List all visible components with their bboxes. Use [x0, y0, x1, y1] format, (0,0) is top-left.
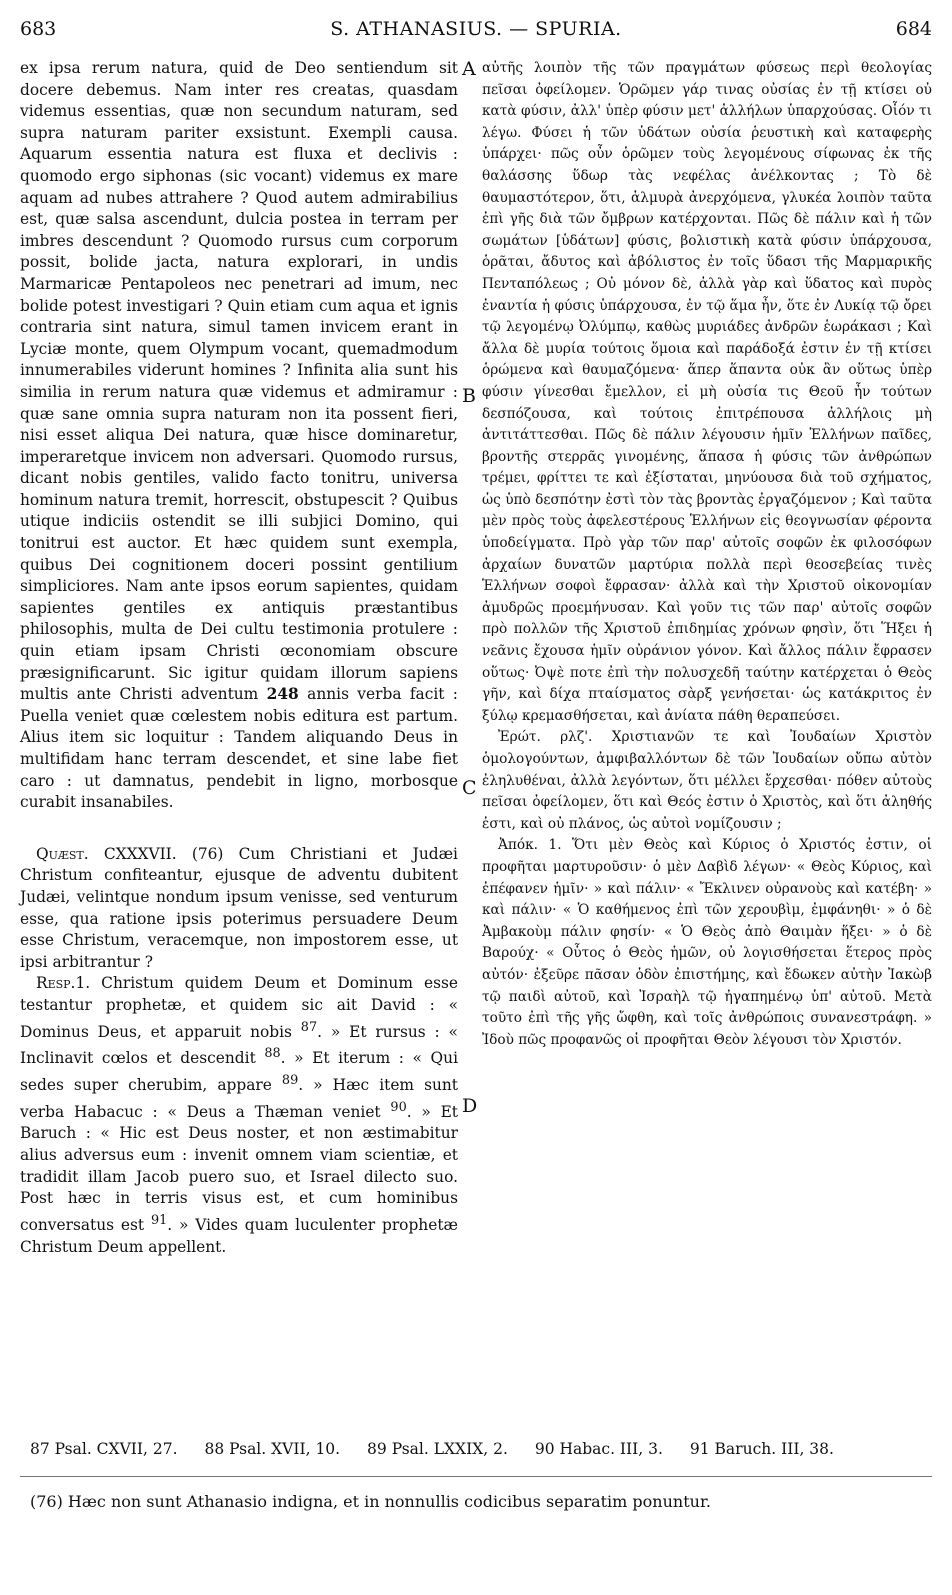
footnotes	[30, 1440, 930, 1458]
footnote-87: 87 Psal. CXVII, 27.	[30, 1440, 178, 1458]
question-text: CXXXVII. (76) Cum Christiani et Judæi Christum confiteantur, ejusque de adventu dubitent Judæi, velintque nondum ipsum venisse, sed venturum esse, qua ratione ipsis poterimus persuadere Deum esse Christum, veracemque, non impostorem esse, ut ipsi arbitrantur ?	[20, 844, 458, 971]
latin-bold-number: 248	[266, 685, 299, 704]
latin-text-end: annis verba facit : Puella veniet quæ cœlestem nobis editura est partum. Alius item sic loquitur : Tandem aliquando Deus in multifidam hanc terram descendet, et sine labe fiet caro : ut damnatus, pendebit in ligno, morbosque curabit insanabiles.	[20, 685, 458, 812]
running-title: S. ATHANASIUS. — SPURIA.	[330, 18, 622, 40]
response-text-f: . » Vides quam luculenter prophetæ Christum Deum appellent.	[20, 1215, 458, 1256]
footnote-88: 88 Psal. XVII, 10.	[204, 1440, 341, 1458]
response-text-e: . » Et Baruch : « Hic est Deus noster, et non æstimabitur alius adversus eum : invenit omnem viam scientiæ, et tradidit illam Jacob puero suo, et Israel dilecto suo. Post hæc in terris visus est, et cum hominibus conversatus est	[20, 1102, 458, 1234]
response-text-a: 1. Christum quidem Deum et Dominum esse testantur prophetæ, et quidem sic ait David : « Dominus Deus, et apparuit nobis	[20, 974, 458, 1041]
response-label: Resp.	[36, 974, 76, 993]
question-label: Quæst.	[36, 844, 89, 863]
footnote-ref: 87	[300, 1019, 318, 1035]
margin-marker-b: B	[462, 385, 476, 407]
page-header	[0, 18, 952, 46]
footnote-90: 90 Habac. III, 3.	[534, 1440, 663, 1458]
footnote-89: 89 Psal. LXXIX, 2.	[367, 1440, 508, 1458]
margin-marker-c: C	[462, 777, 477, 799]
response-text-b: . » Et rursus : « Inclinavit cœlos et descendit	[20, 1022, 458, 1068]
greek-question: Ἐρώτ. ρλζ'. Χριστιανῶν τε καὶ Ἰουδαίων Χριστὸν ὁμολογούντων, ἀμφιβαλλόντων δὲ τῶν Ἰουδαίων οὔπω αὐτὸν ἐληλυθέναι, ἀλλὰ λεγόντων, ὅτι μέλλει ἔρχεσθαι· πόθεν αὐτοὺς πεῖσαι ὀφείλομεν, ὅτι καὶ Θεός ἐστιν ὁ Χριστὸς, καὶ ὅτι ἀληθής ἐστι, καὶ οὐ πλάνος, ὡς αὐτοὶ νομίζουσιν ;	[482, 729, 932, 832]
latin-paragraph	[20, 58, 458, 814]
page-number-left: 683	[20, 18, 57, 40]
footnote-ref: 90	[390, 1099, 407, 1115]
greek-answer: Ἀπόκ. 1. Ὅτι μὲν Θεὸς καὶ Κύριος ὁ Χριστός ἐστιν, οἱ προφῆται μαρτυροῦσιν· ὁ μὲν Δαβὶδ λέγων· « Θεὸς Κύριος, καὶ ἐπέφανεν ἡμῖν· » καὶ πάλιν· « Ἔκλινεν οὐρανοὺς καὶ κατέβη· » καὶ πάλιν· « Ὁ καθήμενος ἐπὶ τῶν χερουβὶμ, ἐμφάνηθι· » ὁ δὲ Ἀμβακοὺμ πάλιν φησίν· « Ὁ Θεὸς ἀπὸ Θαιμὰν ἥξει· » ὁ δὲ Βαρούχ· « Οὗτος ὁ Θεὸς ἡμῶν, οὐ λογισθήσεται ἕτερος πρὸς αὐτόν· ἐξεῦρε πᾶσαν ὁδὸν ἐπιστήμης, καὶ ἔδωκεν αὐτὴν Ἰακὼβ τῷ παιδὶ αὐτοῦ, καὶ Ἰσραὴλ τῷ ἠγαπημένῳ ὑπ' αὐτοῦ. Μετὰ τοῦτο ἐπὶ τῆς γῆς ὤφθη, καὶ τοῖς ἀνθρώποις συνανεστράφη. » Ἰδοὺ πῶς προφανῶς οἱ προφῆται Θεὸν λέγουσι τὸν Χριστόν.	[482, 837, 932, 1048]
latin-column	[20, 58, 458, 1258]
footnote-ref: 89	[281, 1072, 299, 1088]
editor-note: (76) Hæc non sunt Athanasio indigna, et in nonnullis codicibus separatim ponuntur.	[30, 1492, 711, 1511]
footnote-ref: 91	[150, 1212, 168, 1228]
footnote-rule	[20, 1476, 932, 1477]
footnote-91: 91 Baruch. III, 38.	[689, 1440, 834, 1458]
page-number-right: 684	[895, 18, 932, 40]
latin-text: ex ipsa rerum natura, quid de Deo sentiendum sit docere debemus. Nam inter res creatas, quasdam videmus essentias, quæ non secundum naturam, sed supra naturam pariter exsistunt. Exempli causa. Aquarum essentia natura est fluxa et declivis : quomodo ergo siphonas (sic vocant) videmus ex mare aquam ad nubes attrahere ? Quod autem admirabilius est, quæ salsa ascendunt, dulcia postea in terram per imbres descendunt ? Quomodo rursus cum corporum possit, bolide jacta, natura explorari, in undis Marmaricæ Pentapoleos nec penetrari ad imum, nec bolide potest investigari ? Quin etiam cum aqua et ignis contraria sint natura, simul tamen invicem erant in Lyciæ monte, quem Olympum vocant, quemadmodum innumerabiles viderunt homines ? Infinita alia sunt his similia in rerum natura quæ videmus et admiramur : quæ sane omnia supra naturam non ita possent fieri, nisi esset aliqua Dei natura, quæ hisce dominaretur, imperaretque invicem non adversari. Quomodo rursus, dicant nobis gentiles, valido facto tonitru, universa hominum natura tremit, horrescit, obstupescit ? Quibus utique indiciis ostendit se illi subjici Domino, qui tonitrui est auctor. Et hæc quidem sunt exempla, quibus Dei cognitionem doceri possint gentilium simpliciores. Nam ante ipsos eorum sapientes, quidam sapientes gentiles ex antiquis præstantibus philosophis, multa de Dei cultu testimonia protulere : quin etiam ipsam Christi œconomiam obscure præsignificarunt. Sic igitur quidam illorum sapiens multis ante Christi adventum	[20, 59, 458, 704]
footnote-ref: 88	[264, 1046, 281, 1062]
response-text-d: . » Hæc item sunt verba Habacuc : « Deus a Thæman veniet	[20, 1076, 458, 1121]
latin-question	[20, 844, 458, 974]
latin-response	[20, 973, 458, 1258]
margin-marker-d: D	[462, 1095, 478, 1117]
margin-marker-a: A	[462, 58, 476, 80]
greek-column	[482, 58, 932, 1051]
greek-paragraph: αὐτῆς λοιπὸν τῆς τῶν πραγμάτων φύσεως περὶ θεολογίας πεῖσαι ὀφείλομεν. Ὁρῶμεν γάρ τινας οὐσίας ἐν τῇ κτίσει οὐ κατὰ φύσιν, ἀλλ' ὑπὲρ φύσιν μετ' ἀλλήλων ὑπαρχούσας. Οἷόν τι λέγω. Φύσει ἡ τῶν ὑδάτων οὐσία ῥευστικὴ καὶ καταφερὴς ὑπάρχει· πῶς οὖν ὁρῶμεν τοὺς λεγομένους σίφωνας ἐκ τῆς θαλάσσης ὕδωρ τὰς νεφέλας ἀνέλκοντας ; Τὸ δὲ θαυμαστότερον, ὅτι, ἁλμυρὰ ἀνερχόμενα, γλυκέα λοιπὸν ταῦτα ἐπὶ γῆς διὰ τῶν ὄμβρων κατέρχονται. Πῶς δὲ πάλιν καὶ ἡ τῶν σωμάτων [ὑδάτων] φύσις, βολιστικὴ κατὰ φύσιν ὑπάρχουσα, ὁρᾶται, ἄδυτος καὶ ἀβόλιστος ἐν τοῖς ὕδασι τῆς Μαρμαρικῆς Πενταπόλεως ; Οὐ μόνον δὲ, ἀλλὰ γὰρ καὶ ὕδατος καὶ πυρὸς ἐναντία ἡ φύσις ὑπάρχουσα, ἐν τῷ ἅμα ἦν, ὅτε ἐν Λυκίᾳ τῷ ὄρει τῷ λεγομένῳ Ὀλύμπῳ, καθὼς μυριάδες ἀνδρῶν ἑωράκασι ; Καὶ ἄλλα δὲ μυρία τούτοις ὅμοια καὶ παράδοξά ἐστιν ἐν τῇ κτίσει ὁρώμενα καὶ θαυμαζόμενα· ἅπερ ἅπαντα οὐκ ἂν οὕτως ὑπὲρ φύσιν γίνεσθαι ἔμελλον, εἰ μὴ οὐσία τις Θεοῦ ἦν τούτων δεσπόζουσα, καὶ τούτοις ἐπιτρέπουσα ἀλλήλοις μὴ ἀντιτάττεσθαι. Πῶς δὲ πάλιν λέγουσιν ἡμῖν Ἑλλήνων παῖδες, βροντῆς στερρᾶς γινομένης, ἅπασα ἡ φύσις τῶν ἀνθρώπων τρέμει, φρίττει τε καὶ ἐξίσταται, μηνύουσα διὰ τοῦ σχήματος, ὡς ὑπὸ δεσπότην ἐστὶ τὸν τὰς βροντὰς ἐργαζόμενον ; Καὶ ταῦτα μὲν πρὸς τοὺς ἀφελεστέρους Ἑλλήνων εἰς θεογνωσίαν φέροντα ὑποδείγματα. Πρὸ γὰρ τῶν παρ' αὐτοῖς σοφῶν ἐκ φιλοσόφων ἀρχαίων δυνατῶν μαρτύρια πολλὰ περὶ θεοσεβείας τινὲς Ἑλλήνων σοφοὶ ἔφρασαν· ἀλλὰ καὶ τὴν Χριστοῦ οἰκονομίαν ἀμυδρῶς προεμήνυσαν. Καὶ γοῦν τις τῶν παρ' αὐτοῖς σοφῶν πρὸ πολλῶν τῆς Χριστοῦ ἐπιδημίας χρόνων φησὶν, ὅτι Ἥξει ἡ νεᾶνις ἔχουσα ἡμῖν οὐράνιον γόνον. Καὶ ἄλλος πάλιν ἔφρασεν οὕτως· Ὀψὲ ποτε ἐπὶ τὴν πολυσχεδῆ ταύτην κατέρχεται ὁ Θεὸς γῆν, καὶ δίχα πταίσματος σὰρξ γενήσεται· ὡς κατάκριτος ἐν ξύλῳ κρεμασθήσεται, καὶ ἀνίατα πάθη θεραπεύσει.	[482, 60, 932, 724]
response-text-c: . » Et iterum : « Qui sedes super cherubim, appare	[20, 1049, 458, 1095]
